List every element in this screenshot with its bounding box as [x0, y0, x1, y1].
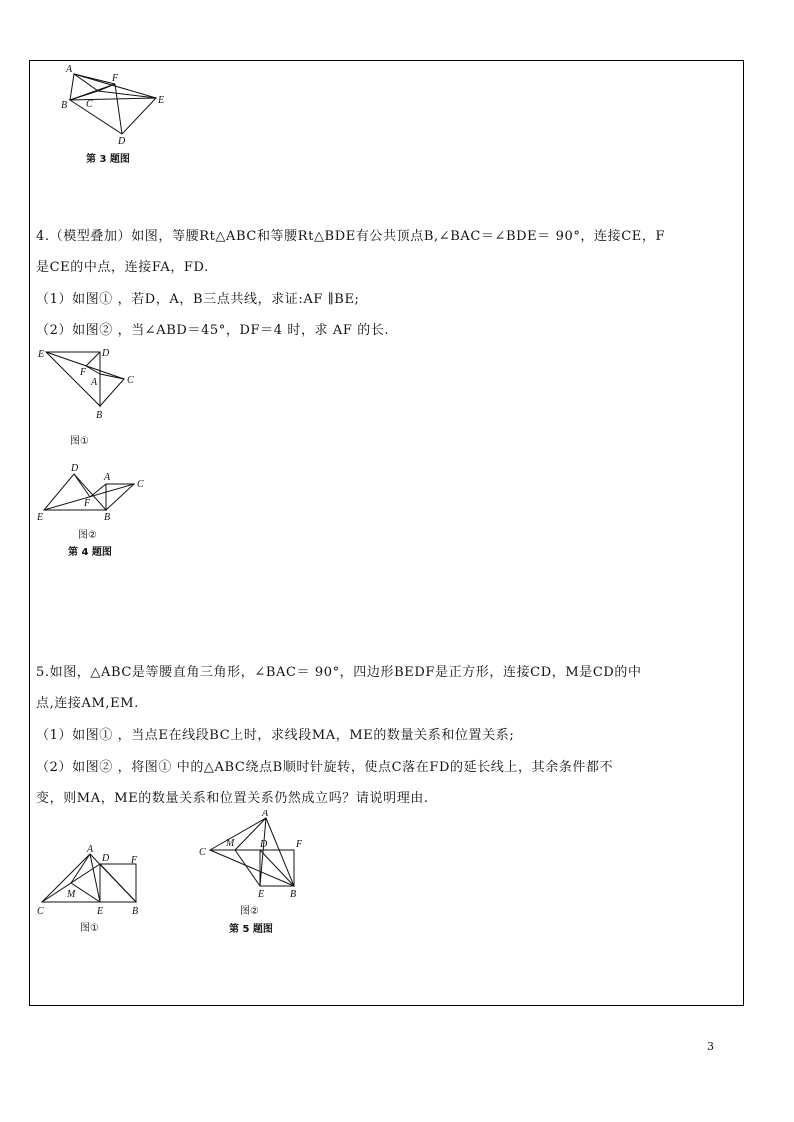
figure-4-2 — [34, 460, 154, 524]
problem-5-part-2-line-2: 变，则MA，ME的数量关系和位置关系仍然成立吗？请说明理由. — [36, 791, 429, 806]
problem-5-text-line-1: 5.如图，△ABC是等腰直角三角形，∠BAC＝ 90°，四边形BEDF是正方形，连接CD，M是CD的中 — [36, 665, 642, 680]
fig3-label-e: E — [158, 95, 165, 106]
figure-4-title: 第 4 题图 — [68, 547, 112, 558]
fig5a-label-a: A — [87, 844, 94, 855]
figure-5-1 — [32, 842, 152, 920]
fig5b-label-b: B — [290, 889, 297, 900]
fig5a-label-m: M — [67, 889, 76, 900]
fig3-label-c: C — [86, 99, 93, 110]
figure-5-2 — [196, 810, 316, 902]
problem-4-part-2: （2）如图② ，当∠ABD＝45°，DF＝4 时，求 AF 的长. — [36, 323, 390, 338]
fig4b-label-b: B — [104, 512, 111, 523]
problem-4-part-1: （1）如图① ，若D，A，B三点共线，求证:AF ∥BE; — [36, 292, 360, 307]
fig5b-label-e: E — [258, 889, 265, 900]
fig4b-label-f: F — [84, 498, 91, 509]
fig5a-label-c: C — [37, 906, 44, 917]
problem-4-text-line-2: 是CE的中点，连接FA，FD. — [36, 260, 209, 275]
figure-3 — [60, 62, 180, 147]
fig3-label-b: B — [61, 100, 68, 111]
fig4b-label-a: A — [104, 472, 111, 483]
fig4a-label-d: D — [102, 348, 110, 359]
problem-5-part-1: （1）如图① ，当点E在线段BC上时，求线段MA，ME的数量关系和位置关系; — [36, 728, 515, 743]
fig5b-label-c: C — [199, 847, 206, 858]
fig4a-label-b: B — [96, 410, 103, 421]
fig3-label-a: A — [66, 64, 73, 75]
figure-4-1-caption: 图① — [70, 436, 89, 447]
figure-5-1-caption: 图① — [80, 923, 99, 934]
fig5a-label-b: B — [132, 906, 139, 917]
figure-4-1 — [36, 342, 146, 422]
figure-5-title: 第 5 题图 — [229, 924, 273, 935]
fig5a-label-d: D — [102, 853, 110, 864]
fig5b-label-f: F — [296, 839, 303, 850]
figure-5-2-caption: 图② — [240, 906, 259, 917]
fig4b-label-c: C — [137, 479, 144, 490]
fig4a-label-f: F — [80, 367, 87, 378]
fig3-label-f: F — [112, 73, 119, 84]
figure-3-caption: 第 3 题图 — [86, 154, 130, 165]
problem-4-text-line-1: 4.（模型叠加）如图，等腰Rt△ABC和等腰Rt△BDE有公共顶点B,∠BAC＝∠BDE＝ 90°，连接CE，F — [36, 229, 666, 244]
problem-5-part-2-line-1: （2）如图② ，将图① 中的△ABC绕点B顺时针旋转，使点C落在FD的延长线上，其余条件都不 — [36, 760, 614, 775]
fig5b-label-d: D — [260, 839, 268, 850]
figure-4-2-caption: 图② — [78, 530, 97, 541]
fig4a-label-c: C — [127, 375, 134, 386]
page-number: 3 — [707, 1040, 714, 1053]
fig4a-label-e: E — [38, 349, 45, 360]
fig4b-label-e: E — [37, 512, 44, 523]
fig5a-label-f: F — [131, 855, 138, 866]
fig4a-label-a: A — [91, 377, 98, 388]
fig3-label-d: D — [118, 136, 126, 147]
fig5b-label-m: M — [226, 838, 235, 849]
problem-5-text-line-2: 点,连接AM,EM. — [36, 696, 139, 711]
fig5b-label-a: A — [262, 810, 269, 819]
fig4b-label-d: D — [71, 463, 79, 474]
fig5a-label-e: E — [97, 906, 104, 917]
